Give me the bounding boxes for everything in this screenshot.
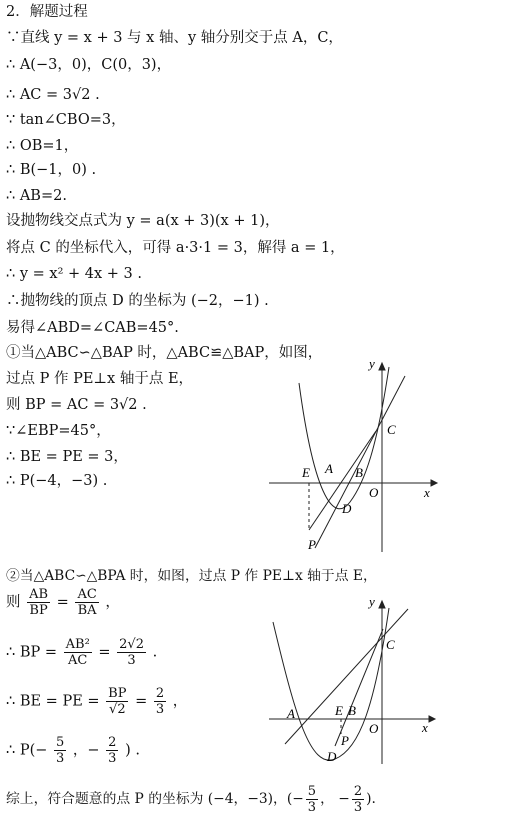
fraction-bp-r2: [106, 686, 128, 717]
label-a: A: [287, 706, 295, 721]
solution-line: 将点 C 的坐标代入，可得 a·3·1 = 3，解得 a = 1，: [6, 240, 345, 256]
be-suffix: ，: [172, 693, 188, 710]
solution-line: 易得∠ABD=∠CAB=45°.: [6, 320, 179, 336]
numerator: 2√2: [119, 637, 144, 652]
label-y: y: [369, 594, 375, 609]
conclusion-end: ).: [366, 791, 376, 807]
label-c: C: [386, 637, 395, 652]
label-d: D: [327, 749, 337, 764]
solution-line: ∵ tan∠CBO=3，: [6, 112, 126, 128]
ratio-suffix: ，: [105, 594, 120, 611]
section-title: 2．解题过程: [6, 4, 88, 20]
bp-prefix: ∴ BP =: [6, 644, 58, 661]
solution-line: ∴抛物线的顶点 D 的坐标为 (−2，−1) .: [6, 293, 269, 309]
p-mid: ，−: [72, 742, 100, 759]
label-c: C: [387, 422, 396, 437]
solution-line: ∴ y = x² + 4x + 3 .: [6, 266, 142, 282]
label-p: P: [308, 537, 316, 552]
fraction-5-3: [54, 735, 66, 766]
fraction-ab2-ac: [64, 637, 92, 668]
numerator: 2: [155, 686, 165, 701]
fraction-2-3: [154, 686, 166, 717]
equals-sign: =: [56, 594, 69, 611]
y-axis-arrow: [379, 363, 385, 370]
solution-line: ∴ AC = 3√2 .: [6, 87, 100, 103]
label-d: D: [342, 501, 352, 516]
p-prefix: ∴ P(−: [6, 742, 48, 759]
x-axis-arrow: [429, 716, 435, 722]
case1-line: ①当△ABC∽△BAP 时，△ABC≌△BAP，如图，: [6, 345, 323, 361]
equals-sign: =: [135, 693, 148, 710]
numerator: AC: [77, 587, 97, 602]
denominator: 3: [353, 800, 363, 815]
conclusion-mid: ， −: [320, 791, 350, 807]
numerator: AB: [29, 587, 49, 602]
case2-line: ②当△ABC∽△BPA 时，如图，过点 P 作 PE⊥x 轴于点 E，: [6, 568, 377, 584]
solution-line: ∴ A(−3，0)，C(0，3)，: [6, 57, 172, 73]
numerator: AB²: [65, 637, 90, 652]
solution-line: ∴ P(−4，−3) .: [6, 473, 108, 489]
solution-line: ∴ B(−1，0) .: [6, 162, 97, 178]
label-p: P: [341, 733, 349, 748]
numerator: 5: [56, 735, 65, 750]
solution-line: 过点 P 作 PE⊥x 轴于点 E，: [6, 371, 194, 387]
fraction-2-3: [352, 784, 364, 815]
denominator: 3: [155, 702, 165, 717]
denominator: 3: [307, 800, 317, 815]
label-a: A: [325, 461, 333, 476]
label-o: O: [369, 485, 379, 500]
conclusion-line: [6, 784, 376, 815]
fraction-5-3: [306, 784, 318, 815]
label-e: E: [335, 703, 343, 718]
label-b: B: [348, 703, 356, 718]
solution-line: ∴ AB=2.: [6, 188, 67, 204]
fraction-2-3: [106, 735, 118, 766]
solution-line: ∴ OB=1，: [6, 138, 79, 154]
label-x: x: [424, 485, 430, 500]
numerator: 2: [108, 735, 117, 750]
solution-line: 则 BP = AC = 3√2 .: [6, 397, 147, 413]
bp-suffix: .: [152, 644, 158, 661]
label-y: y: [369, 356, 375, 371]
label-e: E: [302, 465, 310, 480]
solution-line: ∴ BE = PE = 3，: [6, 449, 128, 465]
solution-line: ∵直线 y = x + 3 与 x 轴、y 轴分别交于点 A，C，: [6, 30, 343, 46]
x-axis-arrow: [431, 480, 437, 486]
denominator: AC: [68, 653, 88, 668]
bp-line: [6, 637, 157, 668]
ratio-line: [6, 587, 120, 618]
be-prefix: ∴ BE = PE =: [6, 693, 100, 710]
label-o: O: [369, 721, 379, 736]
equals-sign: =: [98, 644, 111, 661]
denominator: 3: [108, 751, 117, 766]
ratio-prefix: 则: [6, 594, 21, 611]
p-suffix: ) .: [125, 742, 140, 759]
label-x: x: [422, 720, 428, 735]
solution-line: ∵∠EBP=45°，: [6, 423, 111, 439]
numerator: 2: [353, 784, 363, 799]
denominator: BP: [29, 603, 48, 618]
denominator: 3: [56, 751, 65, 766]
fraction-ab-bp: [27, 587, 50, 618]
y-axis-arrow: [379, 601, 385, 608]
figure-case-1: [265, 352, 445, 557]
numerator: 5: [307, 784, 317, 799]
solution-line: 设抛物线交点式为 y = a(x + 3)(x + 1)，: [6, 213, 280, 229]
p-line: [6, 735, 140, 766]
label-b: B: [355, 465, 363, 480]
fraction-2r2-3: [117, 637, 146, 668]
numerator: BP: [108, 686, 127, 701]
figure-case-2: [265, 594, 445, 769]
denominator: 3: [127, 653, 136, 668]
line-ac: [285, 609, 408, 744]
be-line: [6, 686, 187, 717]
denominator: BA: [77, 603, 97, 618]
conclusion-text: 综上，符合题意的点 P 的坐标为 (−4，−3)，(−: [6, 791, 304, 807]
denominator: √2: [109, 702, 126, 717]
fraction-ac-ba: [75, 587, 98, 618]
